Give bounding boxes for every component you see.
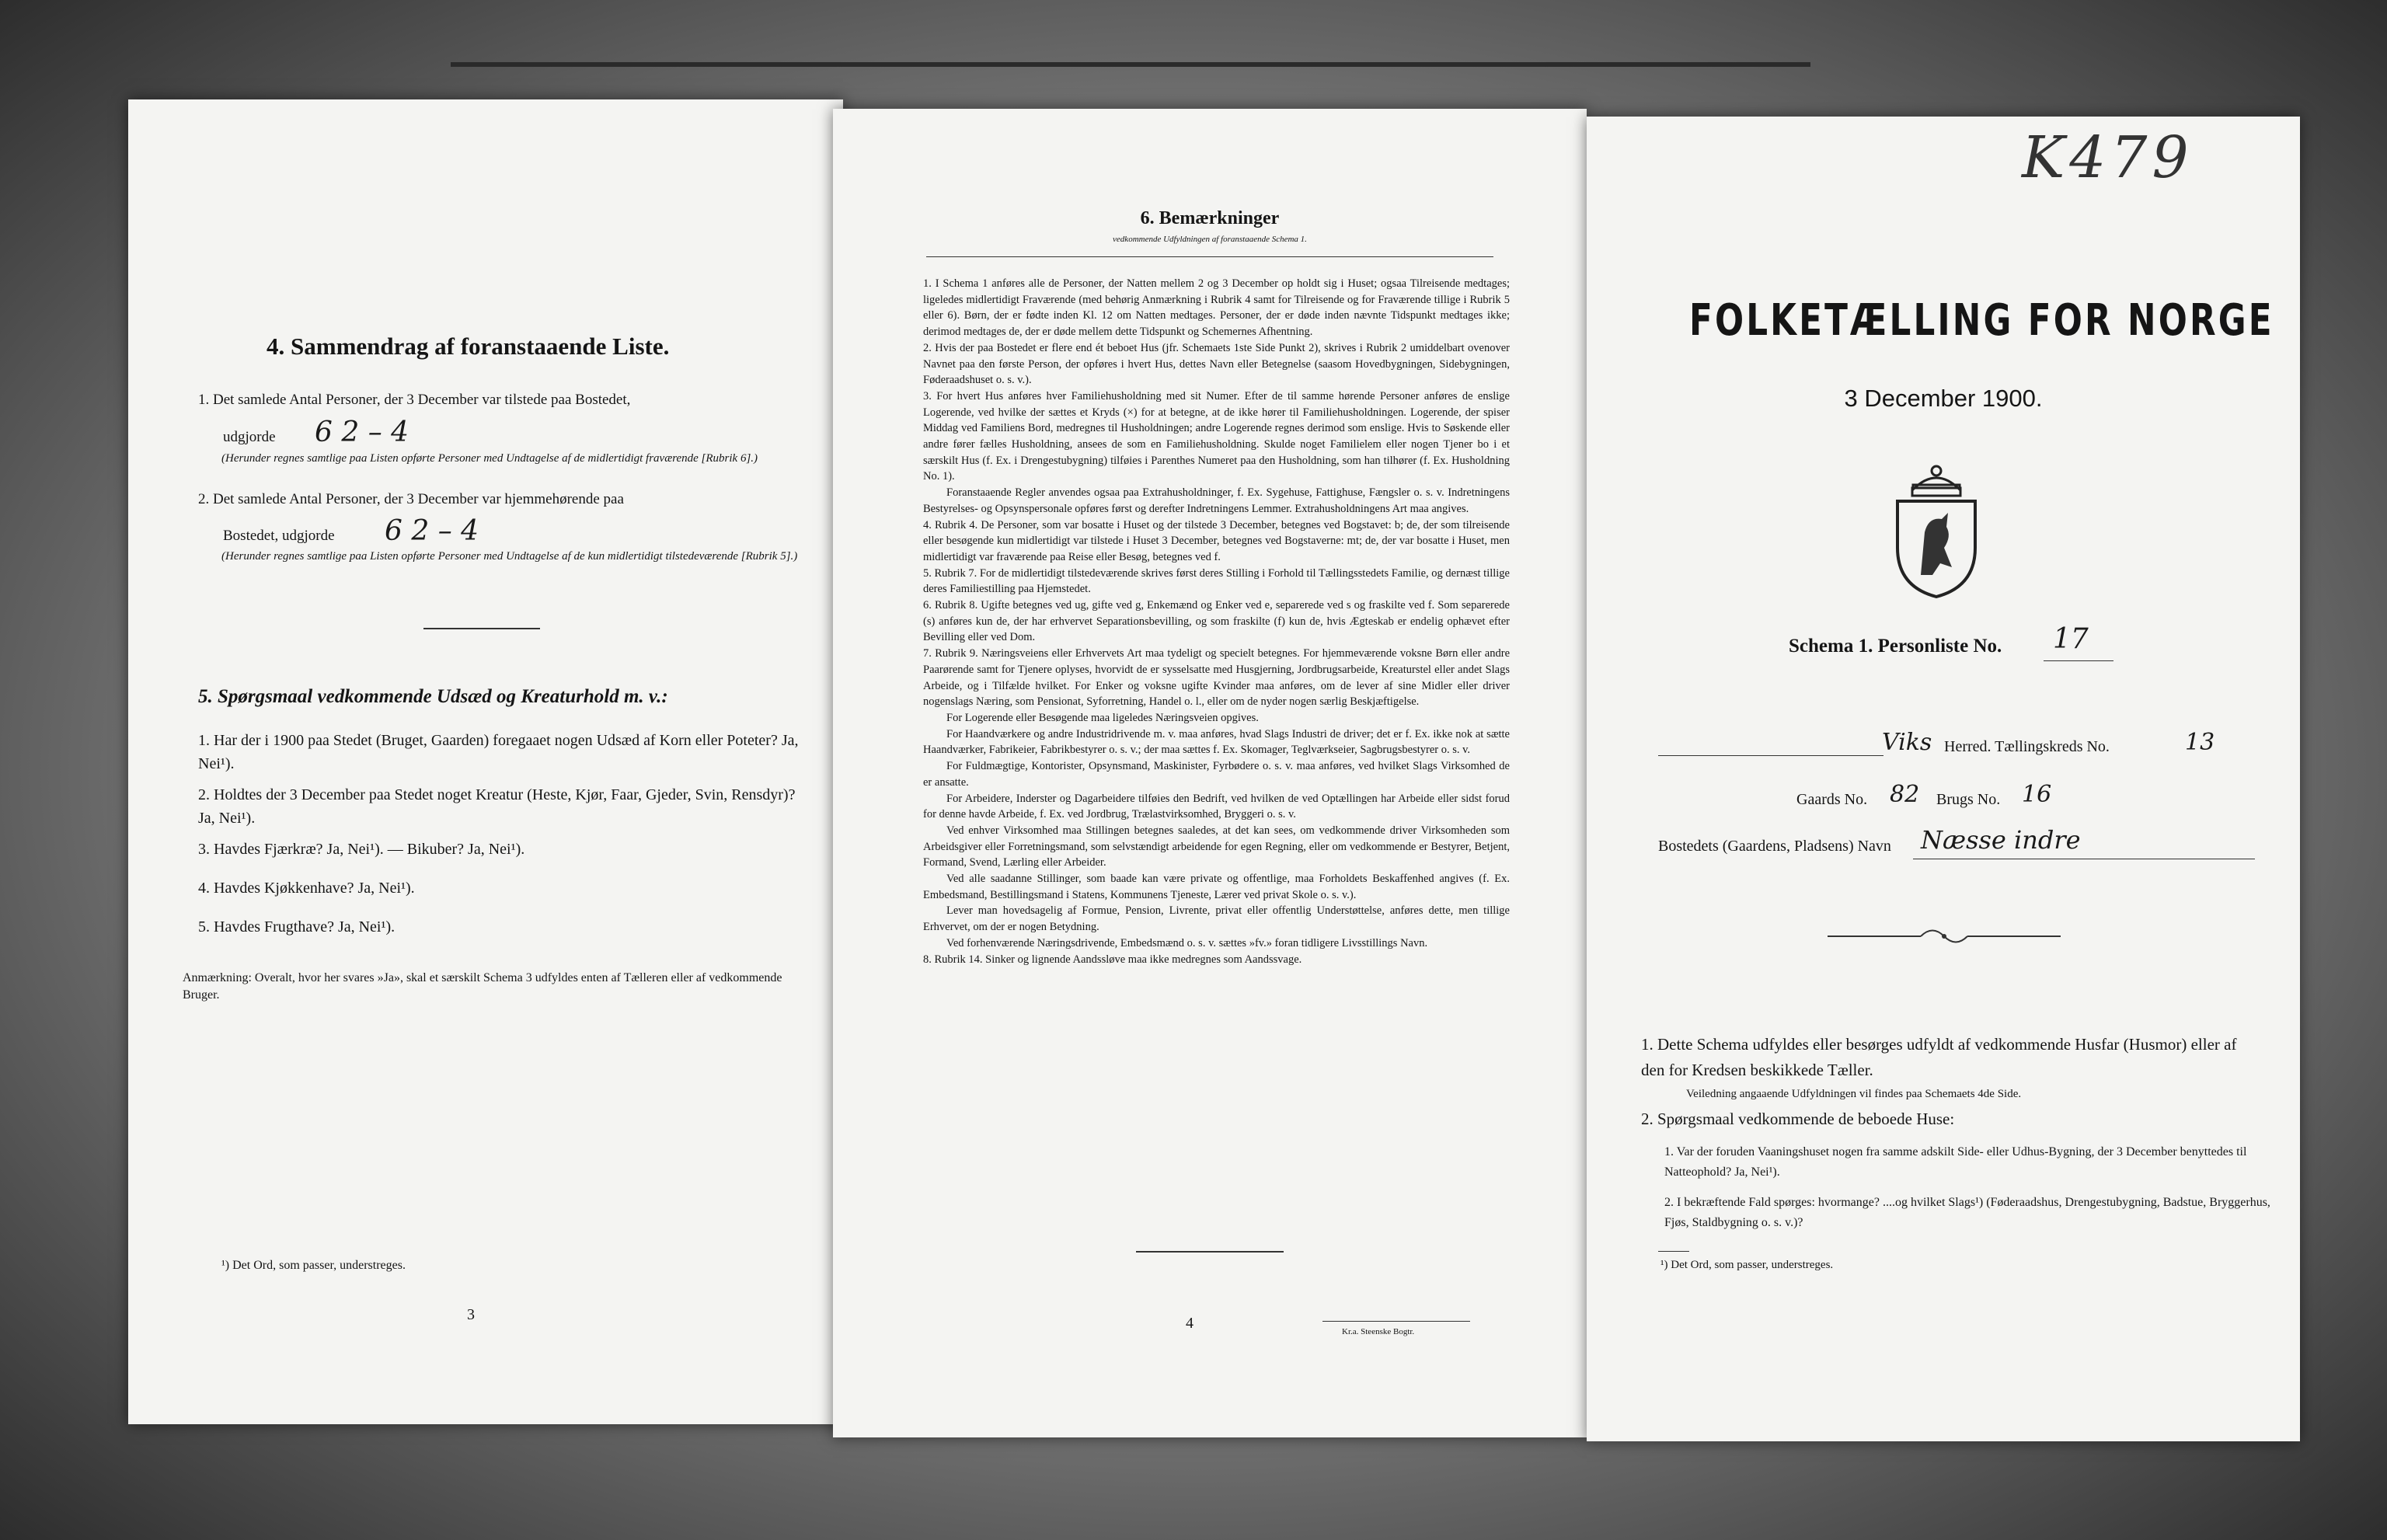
underline — [2044, 660, 2113, 661]
remark-item: Lever man hovedsagelig af Formue, Pension, Livrente, privat eller offentlig Understøttelse, anføres dette, men tillige Erhvervet, om der er nogen Betydning. — [923, 904, 1510, 934]
rule-top — [926, 256, 1493, 257]
divider — [423, 628, 540, 629]
schema-number: 17 — [2053, 623, 2089, 655]
bosted-label: Bostedets (Gaardens, Pladsens) Navn — [1658, 838, 1891, 855]
remark-item: 4. Rubrik 4. De Personer, som var bosatte i Huset og der tilstede 3 December, betegnes ved Bogstavet: b; de, der som tilreisende eller besøgende kun midlertidigt var tilstede i Huset 3 December, betegnes ved Bogstaverne: mt; de, der var bosatte i Huset, men midlertidigt var fraværende paa Reise eller Besøg, betegnes ved f. — [923, 518, 1510, 563]
q1-label: udgjorde — [223, 429, 276, 445]
census-date: 3 December 1900. — [1844, 385, 2043, 412]
section-4-title: 4. Sammendrag af foranstaaende Liste. — [267, 333, 670, 360]
page-4 — [833, 109, 1587, 1437]
remark-item: 6. Rubrik 8. Ugifte betegnes ved ug, gifte ved g, Enkemænd og Enker ved e, separerede ved s og fraskilte ved f. Som separerede (s) anføres kun de, der har erhvervet Separationsbevilling, og som fraskilte (f) kun de, hvis Ægteskab er endelig ophævet efter Bevilling eller ved Dom. — [923, 599, 1510, 644]
title-page — [1587, 117, 2300, 1441]
remark-item: 5. Rubrik 7. For de midlertidigt tilstedeværende skrives først deres Stilling i Forhold til Tællingsstedets Familie, og dernæst tillige deres Familiestilling paa Hjemstedet. — [923, 566, 1510, 596]
herred-value: Viks — [1882, 729, 1932, 756]
instruction-2: 2. Spørgsmaal vedkommende de beboede Huse: — [1641, 1110, 1955, 1128]
divider — [1136, 1251, 1284, 1253]
page-3 — [128, 99, 843, 1424]
gaards-label: Gaards No. — [1796, 791, 1868, 808]
remark-item: Ved forhenværende Næringsdrivende, Embedsmænd o. s. v. sættes »fv.» foran tidligere Livsstillings Navn. — [946, 936, 1428, 949]
q2-text: 2. Det samlede Antal Personer, der 3 December var hjemmehørende paa — [198, 491, 624, 507]
q1-note: (Herunder regnes samtlige paa Listen opførte Personer med Undtagelse af de midlertidigt fraværende [Rubrik 6].) — [221, 452, 758, 465]
instruction-1: 1. Dette Schema udfyldes eller besørges udfyldt af vedkommende Husfar (Husmor) eller af den for Kredsen beskikkede Tæller. — [1641, 1035, 2237, 1079]
footnote: ¹) Det Ord, som passer, understreges. — [221, 1259, 406, 1272]
printer-mark: Kr.a. Steenske Bogtr. — [1342, 1327, 1415, 1336]
remark-item: 2. Hvis der paa Bostedet er flere end ét beboet Hus (jfr. Schemaets 1ste Side Punkt 2), skrives i Rubrik 2 umiddelbart ovenover Navnet paa den første Person, der opføres i hvert Hus, dettes Navn eller Betegnelse (saasom Hovedbygningen, Sidebygningen, Føderaadshuset o. s. v.). — [923, 341, 1510, 387]
page-number: 3 — [467, 1306, 475, 1323]
herred-label: Herred. Tællingskreds No. — [1944, 738, 2110, 755]
footnote-rule — [1658, 1251, 1689, 1252]
s5-q5: 5. Havdes Frugthave? Ja, Nei¹). — [198, 918, 396, 935]
q2-note: (Herunder regnes samtlige paa Listen opførte Personer med Undtagelse af de kun midlertidigt tilstedeværende [Rubrik 5].) — [221, 550, 798, 563]
document-title: FOLKETÆLLING FOR NORGE — [1689, 295, 2274, 346]
instruction-1-note: Veiledning angaaende Udfyldningen vil findes paa Schemaets 4de Side. — [1686, 1088, 2022, 1100]
q2-handwritten: 6 2 – 4 — [385, 515, 479, 547]
remark-item: Ved enhver Virksomhed maa Stillingen betegnes saaledes, at det kan sees, om vedkommende driver Virksomheden som Arbeidsgiver eller Forretningsmand, som selvstændigt arbeidende for egen Regning, eller om vedkommende er Bestyrer, Betjent, Formand, Svend, Lærling eller Arbeider. — [923, 824, 1510, 869]
remark-item: 3. For hvert Hus anføres hver Familiehusholdning med sit Numer. Efter de til samme hørende Personer anføres de enslige Logerende, ved hvilke der sættes et Kryds (×) for at betegne, at de ikke hører til Familiehusholdningen. Logerende, der spiser Middag ved Familiens Bord, medregnes til Husholdningen; andre Logerende regnes derimod som enslige. Hvis to Søskende eller andre fører fælles Husholdning, ansees de som en Familiehusholdning. Skulde noget Familielem eller nogen Tjener bo i et særskilt Hus (f. Ex. i Drengestubygning) tilføies i Parenthes Numeret paa den Husholdning, som han tilhører (f. Ex. Husholdning No. 1). — [923, 389, 1510, 483]
kreds-value: 13 — [2185, 729, 2215, 756]
remarks-list — [923, 276, 1510, 967]
q1-text: 1. Det samlede Antal Personer, der 3 December var tilstede paa Bostedet, — [198, 392, 631, 408]
remarks-subtitle: vedkommende Udfyldningen af foranstaaende Schema 1. — [1113, 235, 1307, 244]
brugs-label: Brugs No. — [1936, 791, 2001, 808]
schema-label: Schema 1. Personliste No. — [1789, 636, 2002, 657]
remark-item: For Logerende eller Besøgende maa ligeledes Næringsveien opgives. — [946, 711, 1259, 724]
instruction-2-2: 2. I bekræftende Fald spørges: hvormange? ....og hvilket Slags¹) (Føderaadshus, Drengestubygning, Badstue, Bryggerhus, Fjøs, Staldbygning o. s. v.)? — [1664, 1196, 2270, 1229]
remarks-title: 6. Bemærkninger — [1140, 208, 1280, 228]
remark-item: For Haandværkere og andre Industridrivende m. v. maa anføres, hvad Slags Industri de driver; det er f. Ex. ikke nok at sætte Haandværker, Fabrikeier, Fabrikbestyrer o. s. v.; der maa sættes f. Ex. Skomager, Teglværkseier, Sagbrugsbestyrer o. s. v. — [923, 727, 1510, 757]
remark-item: Ved alle saadanne Stillinger, som baade kan være private og offentlige, maa Forholdets Beskaffenhed angives (f. Ex. Embedsmand, Bestillingsmand i Statens, Kommunens Tjeneste, Lærer ved privat Skole o. s. v.). — [923, 873, 1510, 901]
ornament-divider-icon — [1828, 925, 2061, 948]
s5-q2: 2. Holdtes der 3 December paa Stedet noget Kreatur (Heste, Kjør, Faar, Gjeder, Svin, Rensdyr)? Ja, Nei¹). — [198, 786, 796, 827]
printer-rule — [1322, 1321, 1470, 1322]
remark-item: 7. Rubrik 9. Næringsveiens eller Erhvervets Art maa tydeligt og specielt betegnes. For hjemmeværende voksne Børn eller andre Paarørende samt for Tjenere oplyses, hvorvidt de er sysselsatte med Husgjerning, Jordbrugsarbeide, Kreaturstel eller andet Slags Arbeide, og i Tilfælde hvilket. For Enker og voksne ugifte Kvinder maa anføres, om de lever af sine Midler eller driver nogenslags Næring, som Pensionat, Syforretning, Handel o. l., eller om de nyder nogen særlig Beskjæftigelse. — [923, 647, 1510, 709]
s5-q1: 1. Har der i 1900 paa Stedet (Bruget, Gaarden) foregaaet nogen Udsæd af Korn eller Poteter? Ja, Nei¹). — [198, 732, 799, 772]
gaards-value: 82 — [1890, 781, 1920, 808]
archive-number: K479 — [2022, 124, 2194, 191]
remark-item: 8. Rubrik 14. Sinker og lignende Aandssløve maa ikke medregnes som Aandssvage. — [923, 953, 1302, 966]
s5-q4: 4. Havdes Kjøkkenhave? Ja, Nei¹). — [198, 880, 415, 897]
remark-item: For Arbeidere, Inderster og Dagarbeidere tilføies den Bedrift, ved hvilken de ved Optællingen har Arbeide eller sidst forud for denne havde Arbeide, f. Ex. ved Jordbrug, Trælastvirksomhed, Bryggeri o. s. v. — [923, 792, 1510, 821]
coat-of-arms-icon — [1886, 458, 1987, 598]
instruction-2-1: 1. Var der foruden Vaaningshuset nogen fra samme adskilt Side- eller Udhus-Bygning, der 3 December benyttedes til Natteophold? Ja, Nei¹). — [1664, 1145, 2247, 1179]
remark-item: 1. I Schema 1 anføres alle de Personer, der Natten mellem 2 og 3 December op holdt sig i Huset; ogsaa Tilreisende medtages; ligeledes midlertidigt Fraværende (med behørig Anmærkning i Rubrik 4 samt for Tilreisende og for Fraværende tillige i Rubrik 5 eller 6). Børn, der er fødte inden Kl. 12 om Natten medtages. Personer, der er døde inden nævnte Tidspunkt medtages ikke; derimod medtages de, der er døde mellem dette Tidspunkt og Schemernes Afhentning. — [923, 277, 1510, 339]
anmaerkning: Anmærkning: Overalt, hvor her svares »Ja», skal et særskilt Schema 3 udfyldes enten af Tælleren eller af vedkommende Bruger. — [183, 971, 782, 1002]
remark-item: Foranstaaende Regler anvendes ogsaa paa Extrahusholdninger, f. Ex. Sygehuse, Fattighuse, Fængsler o. s. v. Indretningens Bestyrelses- og Opsynspersonale opføres først og derefter Indretningens Lemmer. Extrahusholdningens Art maa angives. — [923, 486, 1510, 515]
s5-q3: 3. Havdes Fjærkræ? Ja, Nei¹). — Bikuber? Ja, Nei¹). — [198, 841, 525, 858]
brugs-value: 16 — [2022, 781, 2052, 808]
q1-handwritten: 6 2 – 4 — [315, 416, 409, 448]
dots — [1658, 755, 1883, 756]
q2-label: Bostedet, udgjorde — [223, 528, 335, 544]
bosted-value: Næsse indre — [1921, 825, 2081, 855]
scan-edge-line — [451, 62, 1810, 67]
section-5-title: 5. Spørgsmaal vedkommende Udsæd og Kreaturhold m. v.: — [198, 686, 668, 707]
footnote: ¹) Det Ord, som passer, understreges. — [1660, 1259, 1834, 1271]
remark-item: For Fuldmægtige, Kontorister, Opsynsmand, Maskinister, Fyrbødere o. s. v. maa anføres, ved hvilket Slags Virksomhed de er ansatte. — [923, 760, 1510, 789]
page-number: 4 — [1186, 1315, 1194, 1332]
